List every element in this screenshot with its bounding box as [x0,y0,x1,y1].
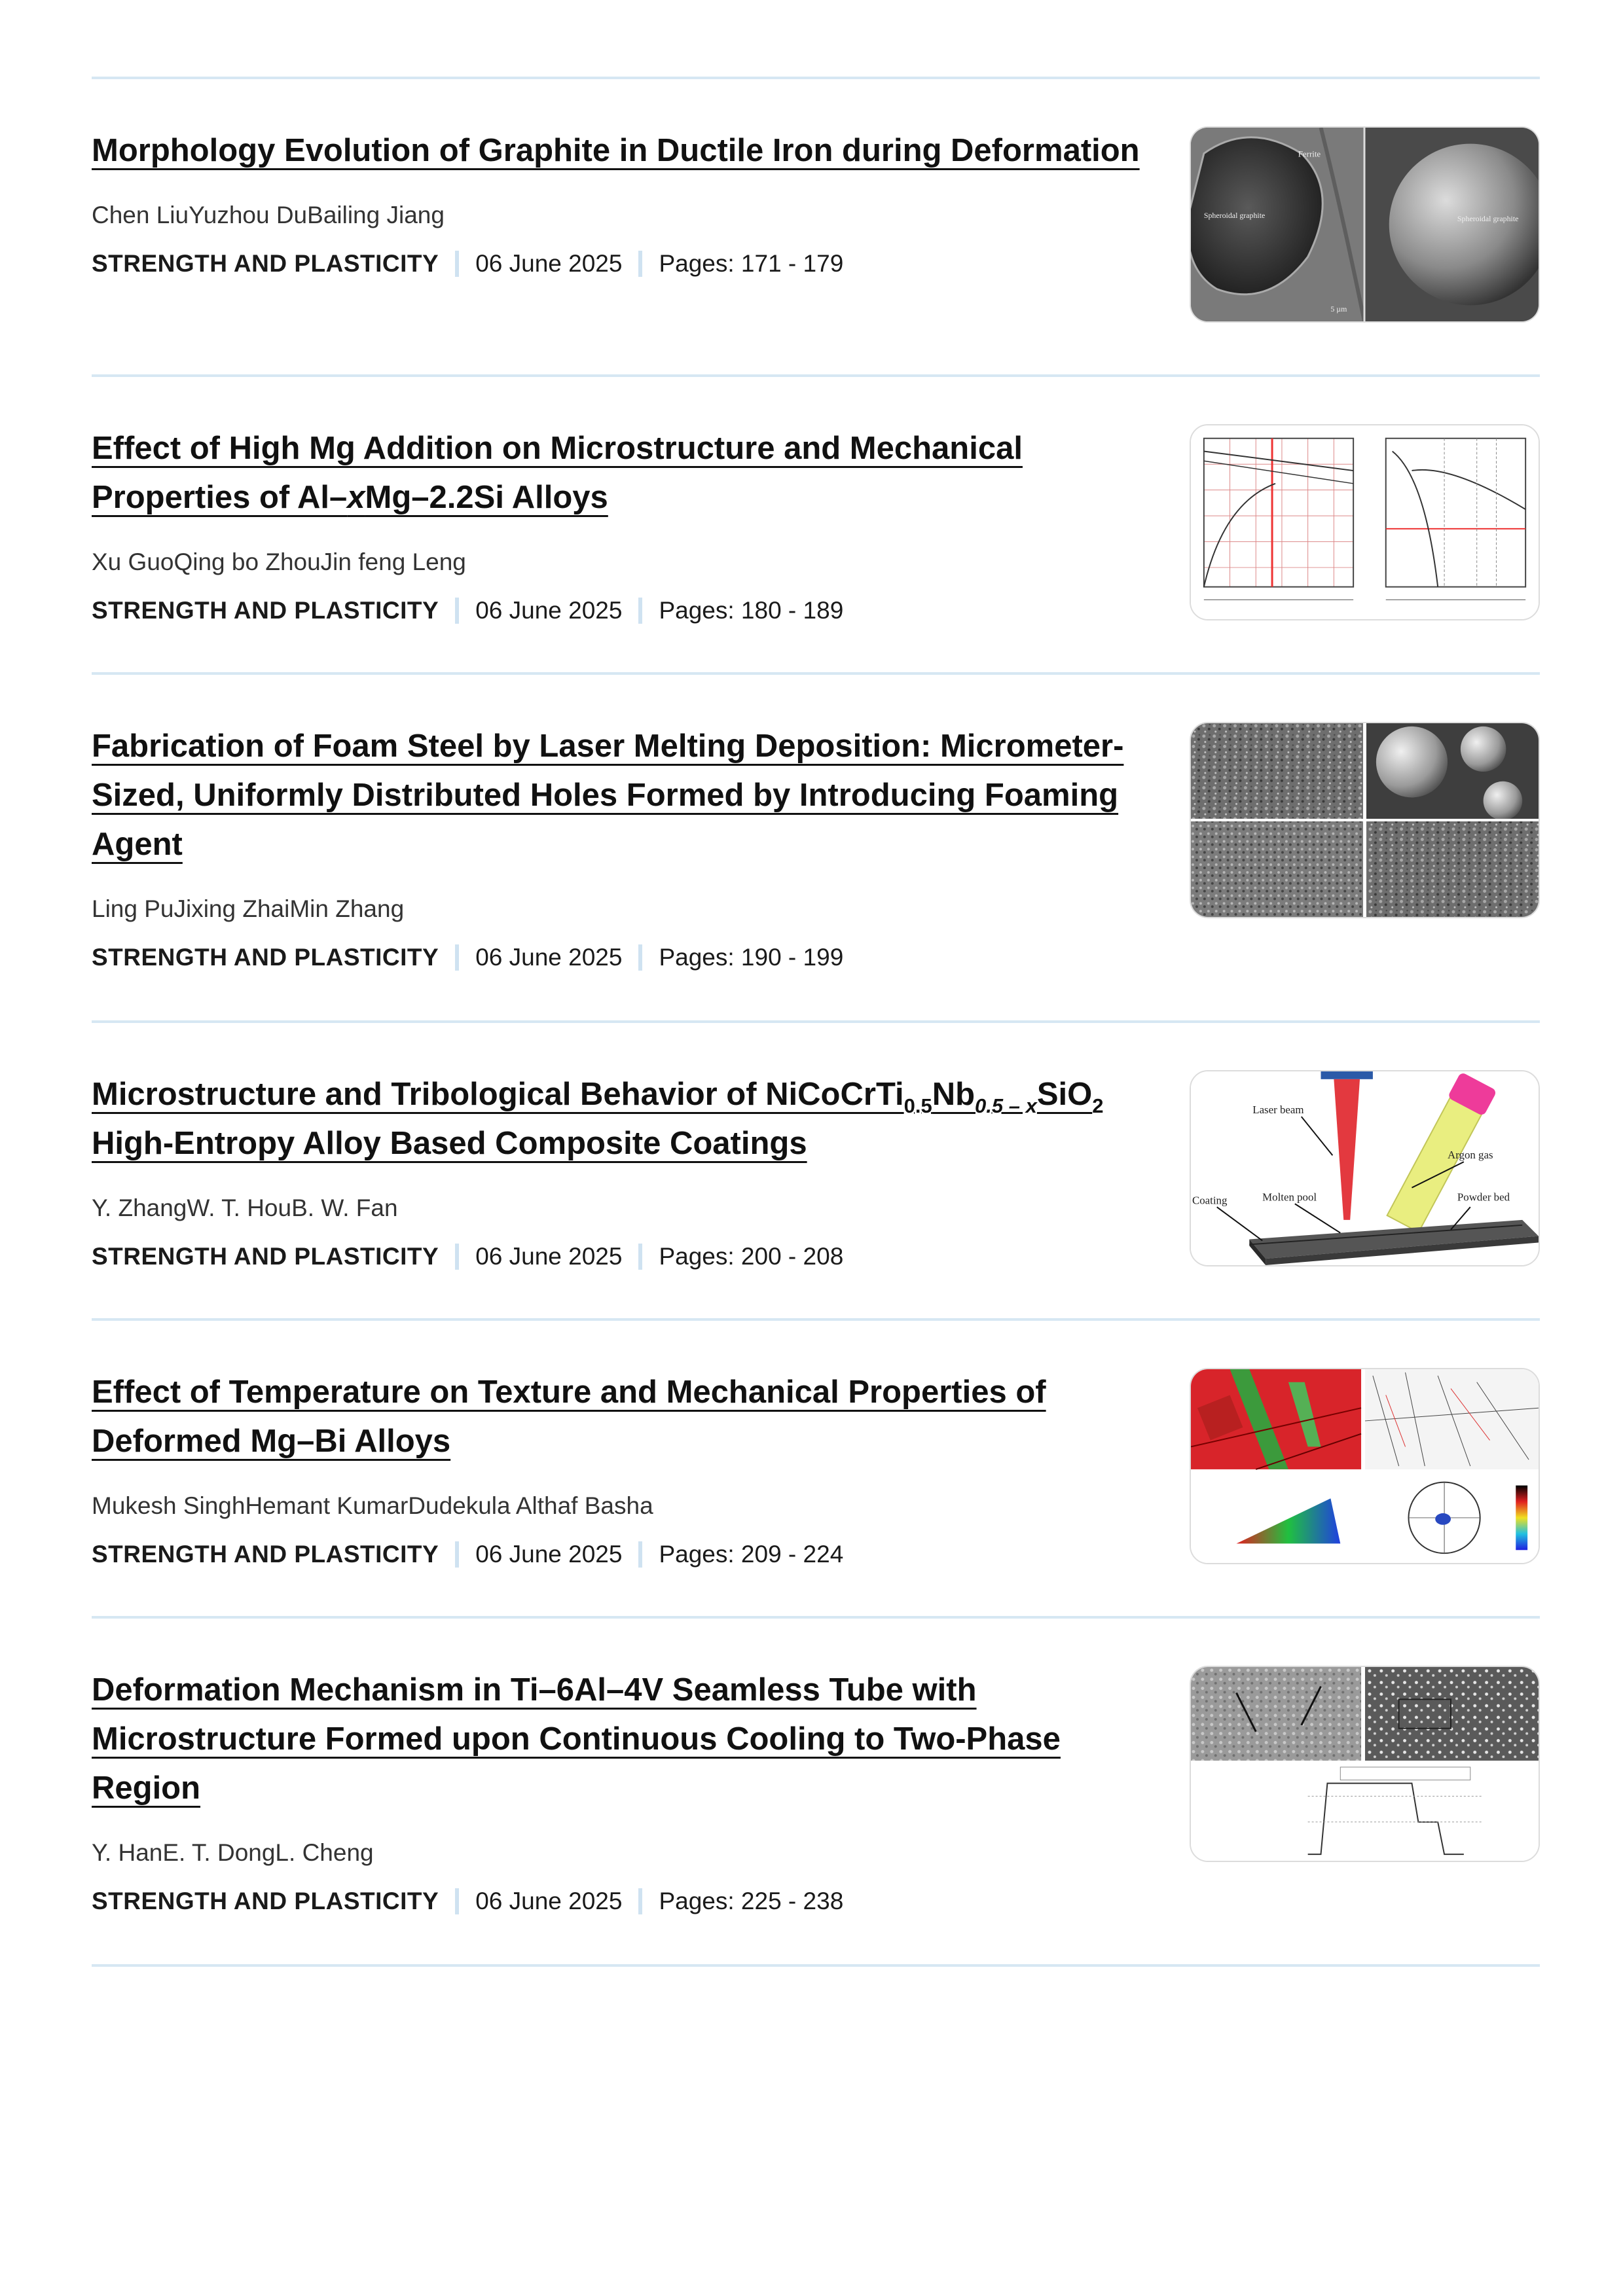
article-authors: Mukesh SinghHemant KumarDudekula Althaf Basha [92,1492,653,1519]
meta-separator [638,251,642,277]
thumb-label: Molten pool [1262,1191,1317,1204]
thumb-label: Argon gas [1448,1149,1493,1162]
publication-date: 06 June 2025 [475,1243,623,1270]
article-text [92,1368,1159,1571]
thumb-label: Powder bed [1457,1191,1510,1204]
thumb-label: Spheroidal graphite [1203,211,1266,221]
thumb-label: Laser beam [1252,1103,1304,1117]
meta-separator [638,944,642,971]
phase-diagram-image [1191,425,1539,619]
page-range: Pages: 209 - 224 [659,1541,844,1568]
article-meta [92,941,1159,974]
article-card [92,675,1540,1020]
title-part: Nb [932,1077,976,1112]
foam-steel-sem-image [1191,723,1539,917]
article-authors: Ling PuJixing ZhaiMin Zhang [92,895,405,922]
article-meta [92,1538,1159,1571]
meta-separator [455,944,459,971]
title-part: High-Entropy Alloy Based Composite Coatings [92,1126,807,1161]
meta-separator [455,598,459,624]
ebsd-texture-image [1191,1369,1539,1563]
scale-bar-label: 5 µm [1330,304,1347,314]
article-thumbnail[interactable] [1190,424,1540,620]
article-card [92,377,1540,672]
meta-separator [455,1888,459,1914]
article-title-link[interactable]: Deformation Mechanism in Ti–6Al–4V Seamless Tube with Microstructure Formed upon Continuous Cooling to Two-Phase Region [92,1672,1061,1806]
journal-section: STRENGTH AND PLASTICITY [92,250,439,277]
title-part: Effect of High Mg Addition on Microstructure and Mechanical Properties of Al– [92,431,1023,515]
article-text [92,1070,1159,1273]
article-text [92,1666,1159,1918]
article-thumbnail[interactable] [1190,126,1540,323]
divider [92,1964,1540,1967]
journal-section: STRENGTH AND PLASTICITY [92,1541,439,1568]
meta-separator [455,1244,459,1270]
article-title-link[interactable]: Fabrication of Foam Steel by Laser Melting Deposition: Micrometer-Sized, Uniformly Distributed Holes Formed by Introducing Foaming Agent [92,728,1124,862]
thumb-label: Spheroidal graphite [1457,214,1519,224]
meta-separator [638,1244,642,1270]
meta-separator [455,251,459,277]
journal-section: STRENGTH AND PLASTICITY [92,1888,439,1914]
page-range: Pages: 190 - 199 [659,944,844,971]
article-title-link[interactable]: Effect of Temperature on Texture and Mechanical Properties of Deformed Mg–Bi Alloys [92,1374,1046,1459]
title-part: Microstructure and Tribological Behavior of NiCoCrTi [92,1077,904,1112]
meta-separator [455,1541,459,1568]
article-card [92,1321,1540,1616]
publication-date: 06 June 2025 [475,597,623,624]
thumb-label: Coating [1192,1194,1228,1207]
article-title-link[interactable]: Morphology Evolution of Graphite in Ductile Iron during Deformation [92,133,1140,168]
article-text [92,126,1159,280]
meta-separator [638,1541,642,1568]
title-part: SiO [1036,1077,1093,1112]
title-part-italic: x [347,480,365,515]
journal-section: STRENGTH AND PLASTICITY [92,597,439,624]
article-card [92,1023,1540,1318]
meta-separator [638,598,642,624]
page-range: Pages: 225 - 238 [659,1888,844,1914]
publication-date: 06 June 2025 [475,1541,623,1568]
article-thumbnail[interactable] [1190,722,1540,918]
thumb-label: Ferrite [1298,149,1321,159]
laser-deposition-schematic [1191,1071,1539,1265]
journal-section: STRENGTH AND PLASTICITY [92,1243,439,1270]
publication-date: 06 June 2025 [475,250,623,277]
article-thumbnail[interactable] [1190,1070,1540,1266]
publication-date: 06 June 2025 [475,1888,623,1914]
article-thumbnail[interactable] [1190,1368,1540,1564]
graphite-sem-image [1191,128,1539,321]
article-meta [92,594,1159,627]
title-part: Mg–2.2Si Alloys [365,480,608,515]
article-text [92,424,1159,627]
article-title-link[interactable] [92,424,1159,522]
article-authors: Y. HanE. T. DongL. Cheng [92,1839,374,1866]
ti-alloy-microstructure-image [1191,1667,1539,1861]
article-authors: Y. ZhangW. T. HouB. W. Fan [92,1194,398,1221]
article-meta [92,1885,1159,1918]
article-thumbnail[interactable] [1190,1666,1540,1862]
publication-date: 06 June 2025 [475,944,623,971]
article-list [92,77,1540,1967]
article-meta [92,1240,1159,1273]
article-title-link[interactable] [92,1070,1159,1168]
article-meta [92,247,1159,280]
title-subscript: 2 [1092,1094,1104,1117]
article-authors: Chen LiuYuzhou DuBailing Jiang [92,202,445,228]
page-range: Pages: 171 - 179 [659,250,844,277]
title-subscript: 0.5 – x [975,1094,1037,1117]
page-range: Pages: 200 - 208 [659,1243,844,1270]
article-text [92,722,1159,974]
article-card [92,79,1540,374]
meta-separator [638,1888,642,1914]
article-authors: Xu GuoQing bo ZhouJin feng Leng [92,548,466,575]
title-subscript: 0.5 [903,1094,932,1117]
article-card [92,1619,1540,1964]
page-range: Pages: 180 - 189 [659,597,844,624]
journal-section: STRENGTH AND PLASTICITY [92,944,439,971]
